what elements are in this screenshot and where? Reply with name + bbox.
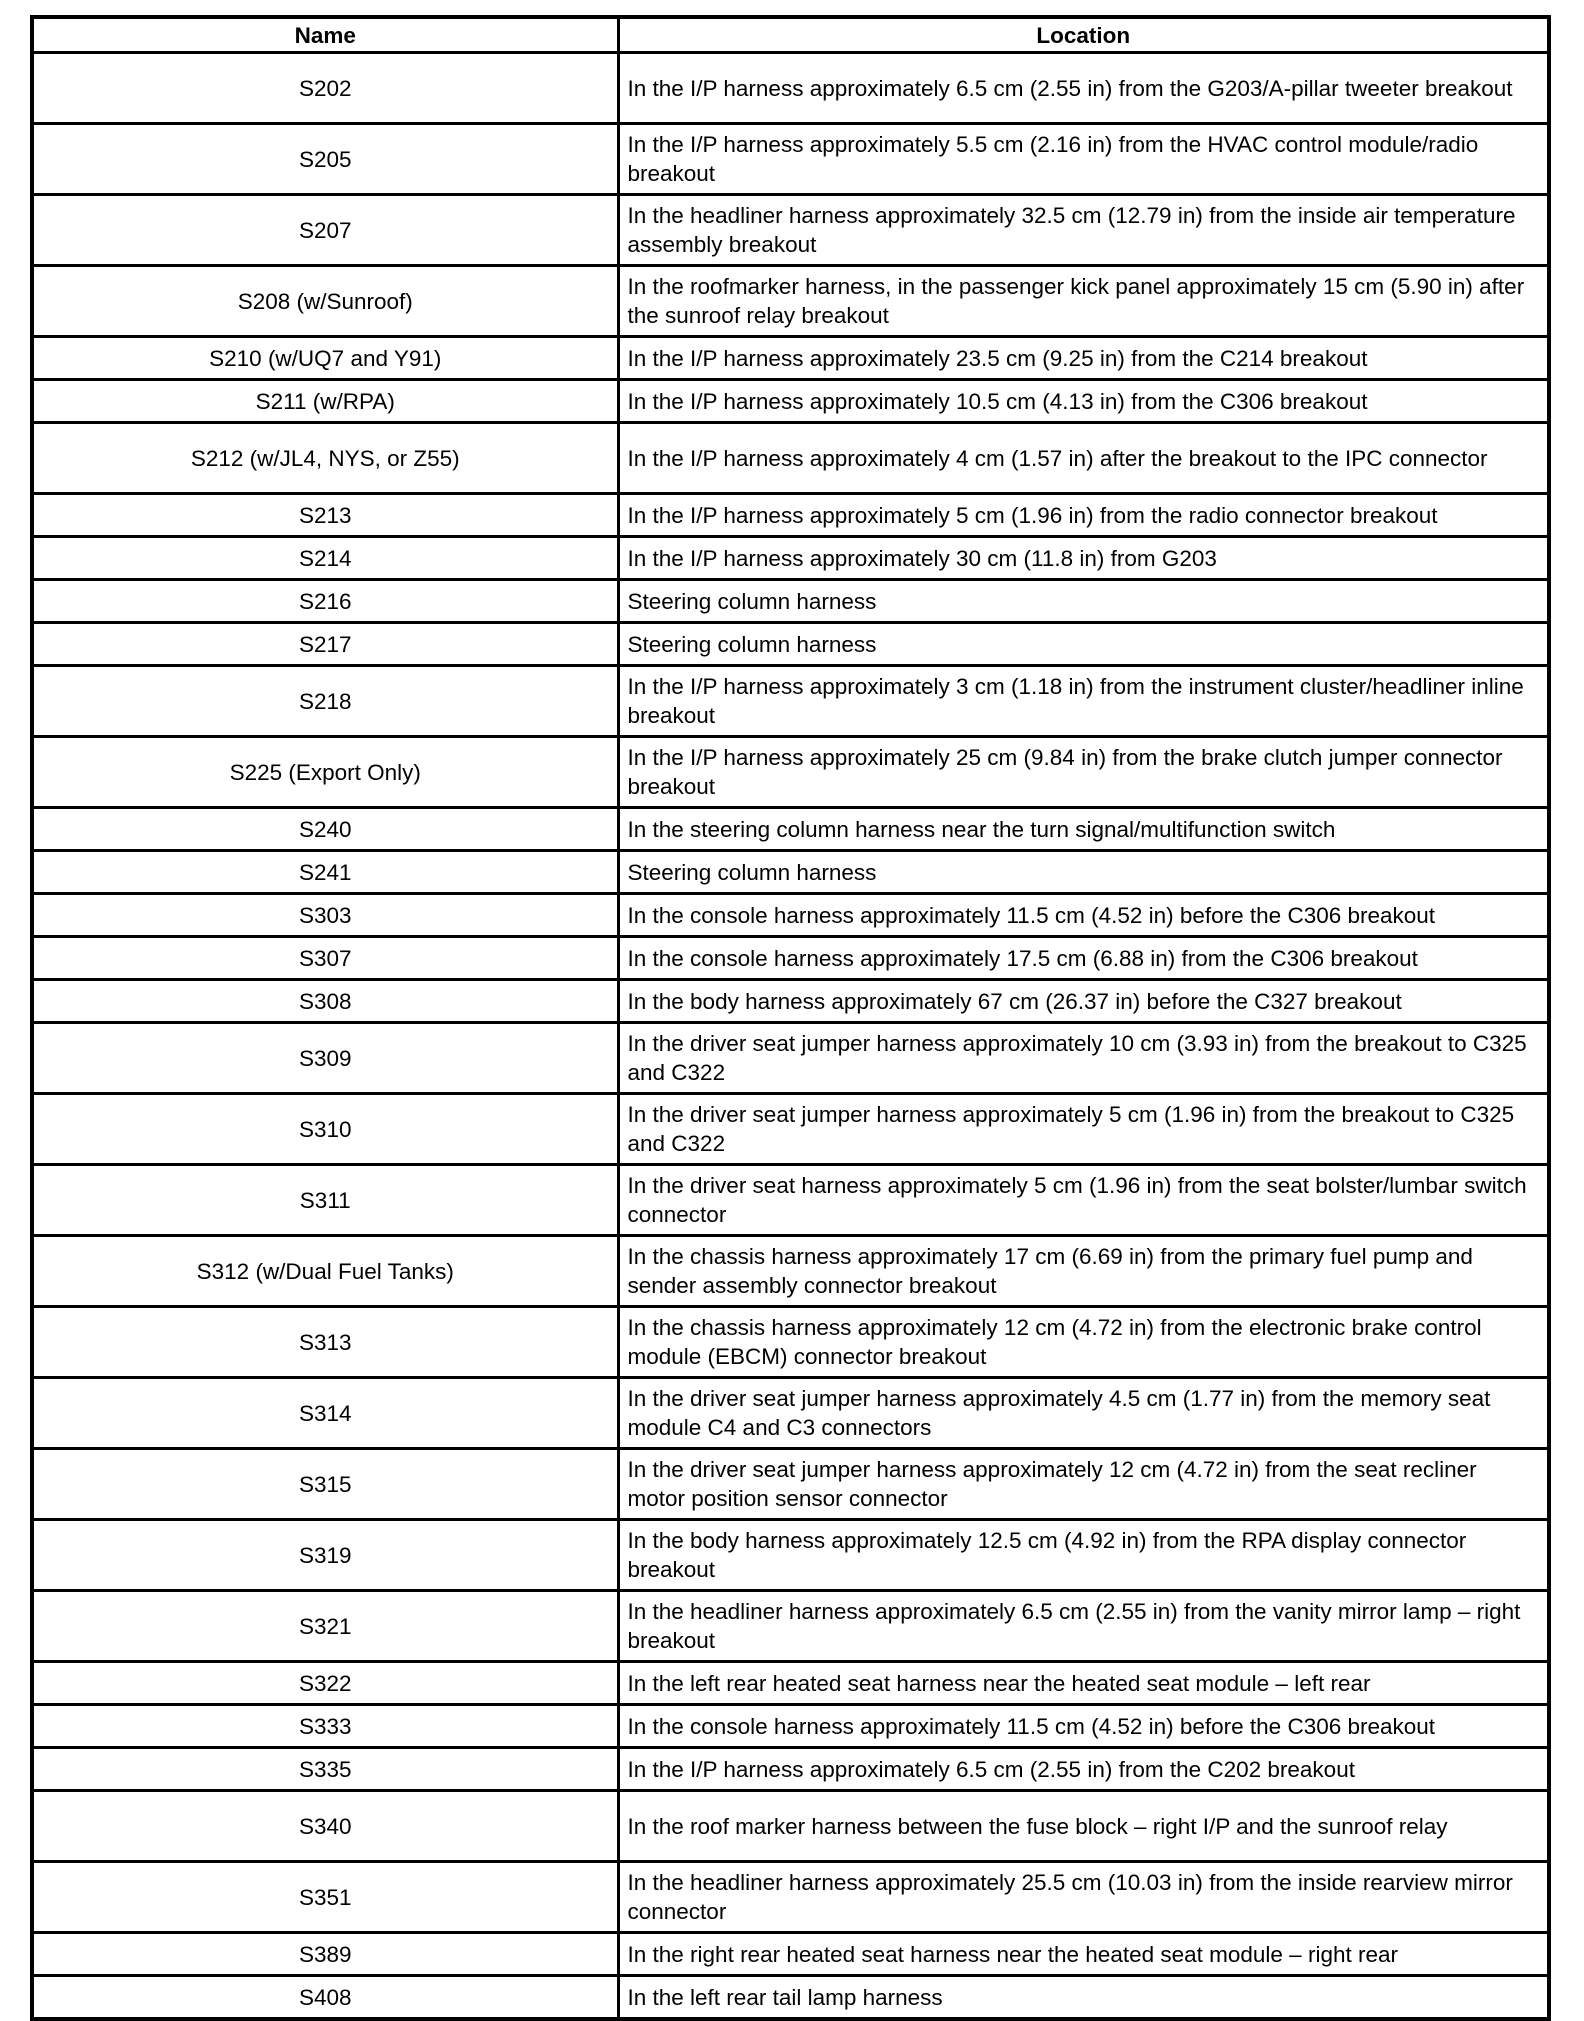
splice-name-cell: S314 [32, 1378, 618, 1449]
splice-location-cell: In the console harness approximately 17.5 cm (6.88 in) from the C306 breakout [618, 937, 1549, 980]
splice-location-cell: In the left rear heated seat harness near the heated seat module – left rear [618, 1662, 1549, 1705]
splice-location-cell: In the I/P harness approximately 5 cm (1.96 in) from the radio connector breakout [618, 494, 1549, 537]
table-row [32, 1705, 1549, 1748]
table-row [32, 937, 1549, 980]
splice-name-cell: S322 [32, 1662, 618, 1705]
splice-name-cell: S307 [32, 937, 618, 980]
table-row [32, 1520, 1549, 1591]
splice-name-cell: S218 [32, 666, 618, 737]
splice-name-cell: S333 [32, 1705, 618, 1748]
splice-name-cell: S335 [32, 1748, 618, 1791]
splice-name-cell: S217 [32, 623, 618, 666]
table-row [32, 737, 1549, 808]
splice-location-cell: Steering column harness [618, 623, 1549, 666]
splice-location-cell: In the headliner harness approximately 32.5 cm (12.79 in) from the inside air temperature assembly breakout [618, 195, 1549, 266]
splice-name-cell: S210 (w/UQ7 and Y91) [32, 337, 618, 380]
splice-name-cell: S321 [32, 1591, 618, 1662]
table-row [32, 1378, 1549, 1449]
table-row [32, 1449, 1549, 1520]
splice-name-cell: S308 [32, 980, 618, 1023]
splice-location-cell: In the driver seat harness approximately 5 cm (1.96 in) from the seat bolster/lumbar switch connector [618, 1165, 1549, 1236]
splice-location-table [30, 15, 1551, 2021]
splice-location-cell: In the I/P harness approximately 6.5 cm (2.55 in) from the C202 breakout [618, 1748, 1549, 1791]
table-row [32, 337, 1549, 380]
table-row [32, 380, 1549, 423]
splice-location-cell: In the left rear tail lamp harness [618, 1976, 1549, 2020]
table-row [32, 1933, 1549, 1976]
splice-location-cell: In the driver seat jumper harness approximately 4.5 cm (1.77 in) from the memory seat module C4 and C3 connectors [618, 1378, 1549, 1449]
splice-location-cell: In the I/P harness approximately 25 cm (9.84 in) from the brake clutch jumper connector breakout [618, 737, 1549, 808]
table-row [32, 1976, 1549, 2020]
table-row [32, 894, 1549, 937]
table-row [32, 124, 1549, 195]
splice-location-cell: Steering column harness [618, 580, 1549, 623]
splice-name-cell: S312 (w/Dual Fuel Tanks) [32, 1236, 618, 1307]
splice-location-cell: In the body harness approximately 67 cm (26.37 in) before the C327 breakout [618, 980, 1549, 1023]
table-row [32, 666, 1549, 737]
table-row [32, 537, 1549, 580]
splice-name-cell: S313 [32, 1307, 618, 1378]
splice-location-cell: In the roofmarker harness, in the passenger kick panel approximately 15 cm (5.90 in) after the sunroof relay breakout [618, 266, 1549, 337]
table-row [32, 1748, 1549, 1791]
splice-location-cell: In the headliner harness approximately 6.5 cm (2.55 in) from the vanity mirror lamp – right breakout [618, 1591, 1549, 1662]
splice-location-cell: In the headliner harness approximately 25.5 cm (10.03 in) from the inside rearview mirror connector [618, 1862, 1549, 1933]
column-header-name: Name [32, 17, 618, 53]
splice-location-cell: In the driver seat jumper harness approximately 5 cm (1.96 in) from the breakout to C325 and C322 [618, 1094, 1549, 1165]
splice-location-cell: In the roof marker harness between the fuse block – right I/P and the sunroof relay [618, 1791, 1549, 1862]
table-row [32, 980, 1549, 1023]
splice-name-cell: S309 [32, 1023, 618, 1094]
splice-name-cell: S310 [32, 1094, 618, 1165]
splice-name-cell: S213 [32, 494, 618, 537]
splice-location-cell: In the chassis harness approximately 17 cm (6.69 in) from the primary fuel pump and sender assembly connector breakout [618, 1236, 1549, 1307]
splice-location-cell: In the driver seat jumper harness approximately 10 cm (3.93 in) from the breakout to C325 and C322 [618, 1023, 1549, 1094]
splice-location-cell: In the I/P harness approximately 10.5 cm (4.13 in) from the C306 breakout [618, 380, 1549, 423]
table-row [32, 266, 1549, 337]
splice-name-cell: S340 [32, 1791, 618, 1862]
splice-name-cell: S207 [32, 195, 618, 266]
splice-name-cell: S240 [32, 808, 618, 851]
splice-name-cell: S214 [32, 537, 618, 580]
splice-name-cell: S208 (w/Sunroof) [32, 266, 618, 337]
splice-location-cell: In the body harness approximately 12.5 cm (4.92 in) from the RPA display connector breakout [618, 1520, 1549, 1591]
column-header-location: Location [618, 17, 1549, 53]
splice-location-cell: In the console harness approximately 11.5 cm (4.52 in) before the C306 breakout [618, 894, 1549, 937]
table-row [32, 1862, 1549, 1933]
splice-location-cell: In the right rear heated seat harness near the heated seat module – right rear [618, 1933, 1549, 1976]
table-row [32, 195, 1549, 266]
splice-name-cell: S351 [32, 1862, 618, 1933]
table-row [32, 1307, 1549, 1378]
table-row [32, 1023, 1549, 1094]
splice-name-cell: S389 [32, 1933, 618, 1976]
table-row [32, 53, 1549, 124]
splice-name-cell: S303 [32, 894, 618, 937]
table-row [32, 808, 1549, 851]
splice-location-cell: In the I/P harness approximately 5.5 cm (2.16 in) from the HVAC control module/radio breakout [618, 124, 1549, 195]
splice-name-cell: S211 (w/RPA) [32, 380, 618, 423]
splice-name-cell: S408 [32, 1976, 618, 2020]
splice-location-cell: In the I/P harness approximately 30 cm (11.8 in) from G203 [618, 537, 1549, 580]
splice-name-cell: S225 (Export Only) [32, 737, 618, 808]
table-row [32, 423, 1549, 494]
splice-name-cell: S205 [32, 124, 618, 195]
table-row [32, 623, 1549, 666]
splice-location-cell: In the I/P harness approximately 4 cm (1.57 in) after the breakout to the IPC connector [618, 423, 1549, 494]
splice-name-cell: S216 [32, 580, 618, 623]
splice-location-cell: In the driver seat jumper harness approximately 12 cm (4.72 in) from the seat recliner motor position sensor connector [618, 1449, 1549, 1520]
splice-location-cell: In the I/P harness approximately 6.5 cm (2.55 in) from the G203/A-pillar tweeter breakout [618, 53, 1549, 124]
table-body [32, 53, 1549, 2020]
splice-location-cell: In the console harness approximately 11.5 cm (4.52 in) before the C306 breakout [618, 1705, 1549, 1748]
splice-name-cell: S212 (w/JL4, NYS, or Z55) [32, 423, 618, 494]
table-header [32, 17, 1549, 53]
table-row [32, 580, 1549, 623]
splice-name-cell: S311 [32, 1165, 618, 1236]
splice-name-cell: S315 [32, 1449, 618, 1520]
table-row [32, 851, 1549, 894]
table-row [32, 494, 1549, 537]
header-row [32, 17, 1549, 53]
splice-location-cell: In the chassis harness approximately 12 cm (4.72 in) from the electronic brake control module (EBCM) connector breakout [618, 1307, 1549, 1378]
table-row [32, 1591, 1549, 1662]
table-row [32, 1791, 1549, 1862]
table-row [32, 1236, 1549, 1307]
splice-location-cell: Steering column harness [618, 851, 1549, 894]
table-row [32, 1094, 1549, 1165]
splice-location-cell: In the I/P harness approximately 3 cm (1.18 in) from the instrument cluster/headliner inline breakout [618, 666, 1549, 737]
table-row [32, 1165, 1549, 1236]
splice-name-cell: S241 [32, 851, 618, 894]
table-row [32, 1662, 1549, 1705]
splice-name-cell: S319 [32, 1520, 618, 1591]
splice-location-cell: In the steering column harness near the turn signal/multifunction switch [618, 808, 1549, 851]
splice-name-cell: S202 [32, 53, 618, 124]
splice-location-cell: In the I/P harness approximately 23.5 cm (9.25 in) from the C214 breakout [618, 337, 1549, 380]
